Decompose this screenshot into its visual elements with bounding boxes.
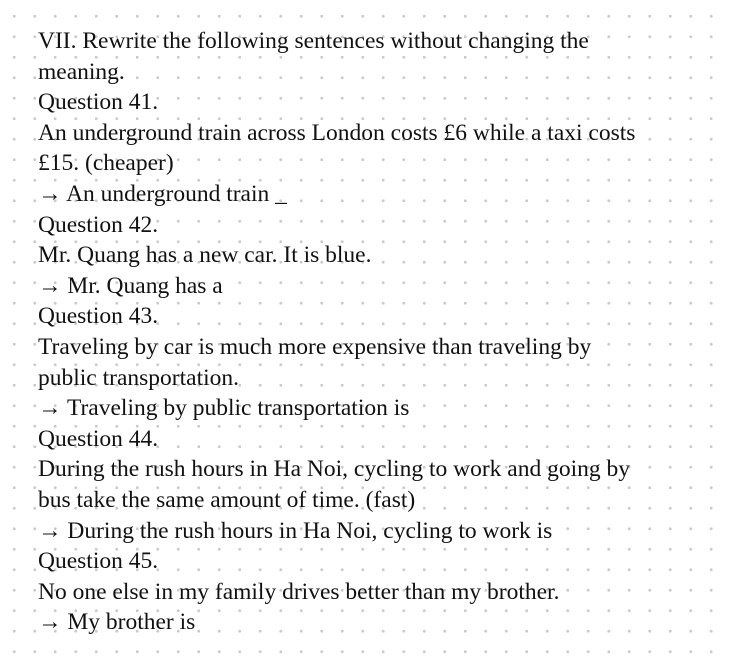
question-41: [38, 87, 718, 209]
question-sentence-line: No one else in my family drives better than my brother.: [38, 578, 560, 605]
answer-prompt: → My brother is: [38, 609, 196, 636]
question-sentence-line: Mr. Quang has a new car. It is blue.: [38, 242, 372, 269]
question-sentence-line: Traveling by car is much more expensive than traveling by: [38, 333, 592, 360]
answer-prompt: → Mr. Quang has a: [38, 272, 223, 299]
question-42: [38, 210, 718, 302]
question-label: Question 44.: [38, 425, 159, 452]
question-label: Question 43.: [38, 303, 159, 330]
question-44: [38, 424, 718, 546]
question-sentence-line: An underground train across London costs £6 while a taxi costs: [38, 119, 636, 146]
exercise-heading-line-1: VII. Rewrite the following sentences without changing the: [38, 28, 589, 54]
question-label: Question 42.: [38, 211, 159, 238]
answer-prompt: → During the rush hours in Ha Noi, cycling to work is: [38, 517, 553, 544]
exercise-heading-line-2: meaning.: [38, 58, 125, 85]
answer-prompt: → Traveling by public transportation is: [38, 395, 410, 422]
question-sentence-line: £15. (cheaper): [38, 150, 174, 177]
question-label: Question 45.: [38, 548, 159, 575]
question-label: Question 41.: [38, 89, 159, 116]
question-sentence-line: public transportation.: [38, 364, 240, 391]
question-sentence-line: bus take the same amount of time. (fast): [38, 486, 416, 513]
exercise-document: [38, 26, 718, 638]
question-43: [38, 301, 718, 423]
answer-prompt: → An underground train _: [38, 180, 287, 207]
question-sentence-line: During the rush hours in Ha Noi, cycling to work and going by: [38, 456, 630, 483]
question-45: [38, 546, 718, 638]
